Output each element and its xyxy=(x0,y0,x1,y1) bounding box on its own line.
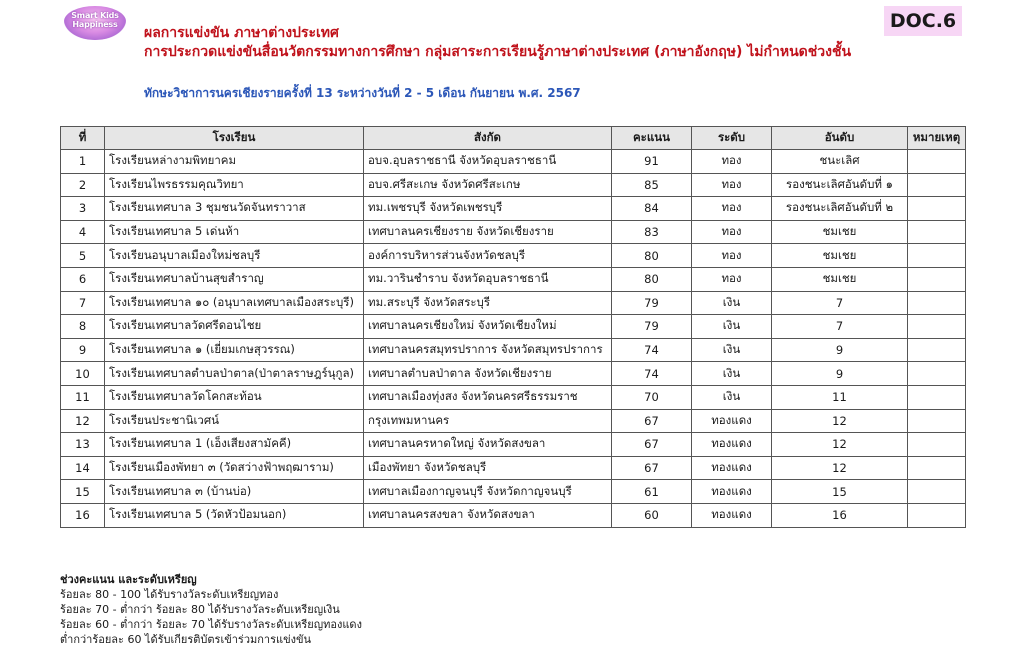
cell-score: 67 xyxy=(612,433,692,457)
cell-rank: รองชนะเลิศอันดับที่ ๒ xyxy=(772,197,908,221)
cell-remark xyxy=(908,315,966,339)
cell-rank: ชมเชย xyxy=(772,220,908,244)
cell-affiliation: อบจ.ศรีสะเกษ จังหวัดศรีสะเกษ xyxy=(364,173,612,197)
cell-rank: 16 xyxy=(772,503,908,527)
cell-rank: 9 xyxy=(772,338,908,362)
cell-level: ทองแดง xyxy=(692,409,772,433)
legend-line: ต่ำกว่าร้อยละ 60 ได้รับเกียรติบัตรเข้าร่วมการแข่งขัน xyxy=(60,633,312,646)
table-row xyxy=(61,291,966,315)
cell-rank: 11 xyxy=(772,385,908,409)
table-row xyxy=(61,385,966,409)
cell-level: ทอง xyxy=(692,197,772,221)
results-table-body xyxy=(61,150,966,528)
cell-no: 1 xyxy=(61,150,105,174)
cell-affiliation: ทม.สระบุรี จังหวัดสระบุรี xyxy=(364,291,612,315)
cell-score: 80 xyxy=(612,267,692,291)
logo-text: Smart Kids Happiness xyxy=(71,11,119,29)
cell-remark xyxy=(908,197,966,221)
cell-school: โรงเรียนเทศบาล ๑๐ (อนุบาลเทศบาลเมืองสระบุรี) xyxy=(105,291,364,315)
table-row xyxy=(61,409,966,433)
cell-remark xyxy=(908,338,966,362)
cell-no: 9 xyxy=(61,338,105,362)
cell-remark xyxy=(908,409,966,433)
cell-score: 67 xyxy=(612,456,692,480)
cell-school: โรงเรียนเทศบาล ๑ (เยี่ยมเกษสุวรรณ) xyxy=(105,338,364,362)
cell-remark xyxy=(908,220,966,244)
cell-school: โรงเรียนประชานิเวศน์ xyxy=(105,409,364,433)
col-header-affiliation: สังกัด xyxy=(364,127,612,150)
cell-score: 79 xyxy=(612,315,692,339)
cell-affiliation: เทศบาลนครหาดใหญ่ จังหวัดสงขลา xyxy=(364,433,612,457)
table-row xyxy=(61,315,966,339)
doc-label-badge: DOC.6 xyxy=(884,6,962,36)
cell-no: 5 xyxy=(61,244,105,268)
cell-school: โรงเรียนเทศบาลตำบลป่าตาล(ป่าตาลราษฎร์นุกูล) xyxy=(105,362,364,386)
cell-no: 2 xyxy=(61,173,105,197)
table-header-row xyxy=(61,127,966,150)
cell-school: โรงเรียนเทศบาล 1 (เอ็งเสียงสามัคคี) xyxy=(105,433,364,457)
table-row xyxy=(61,267,966,291)
legend-line: ร้อยละ 70 - ต่ำกว่า ร้อยละ 80 ได้รับรางวัลระดับเหรียญเงิน xyxy=(60,603,340,616)
table-row xyxy=(61,362,966,386)
cell-no: 15 xyxy=(61,480,105,504)
cell-affiliation: เมืองพัทยา จังหวัดชลบุรี xyxy=(364,456,612,480)
col-header-school: โรงเรียน xyxy=(105,127,364,150)
cell-affiliation: อบจ.อุบลราชธานี จังหวัดอุบลราชธานี xyxy=(364,150,612,174)
table-row xyxy=(61,433,966,457)
cell-school: โรงเรียนหล่างามพิทยาคม xyxy=(105,150,364,174)
cell-remark xyxy=(908,267,966,291)
cell-no: 7 xyxy=(61,291,105,315)
cell-level: ทอง xyxy=(692,220,772,244)
cell-school: โรงเรียนเทศบาลวัดศรีดอนไชย xyxy=(105,315,364,339)
cell-affiliation: กรุงเทพมหานคร xyxy=(364,409,612,433)
cell-rank: 12 xyxy=(772,456,908,480)
cell-level: ทองแดง xyxy=(692,503,772,527)
cell-school: โรงเรียนเทศบาลวัดโคกสะท้อน xyxy=(105,385,364,409)
table-row xyxy=(61,456,966,480)
cell-remark xyxy=(908,173,966,197)
cell-school: โรงเรียนเทศบาล ๓ (บ้านบ่อ) xyxy=(105,480,364,504)
cell-remark xyxy=(908,362,966,386)
cell-remark xyxy=(908,150,966,174)
cell-affiliation: เทศบาลเมืองกาญจนบุรี จังหวัดกาญจนบุรี xyxy=(364,480,612,504)
cell-affiliation: เทศบาลนครสงขลา จังหวัดสงขลา xyxy=(364,503,612,527)
cell-score: 84 xyxy=(612,197,692,221)
results-table xyxy=(60,126,966,528)
cell-affiliation: ทม.เพชรบุรี จังหวัดเพชรบุรี xyxy=(364,197,612,221)
cell-remark xyxy=(908,385,966,409)
cell-school: โรงเรียนอนุบาลเมืองใหม่ชลบุรี xyxy=(105,244,364,268)
cell-remark xyxy=(908,244,966,268)
cell-level: เงิน xyxy=(692,385,772,409)
cell-level: เงิน xyxy=(692,291,772,315)
cell-school: โรงเรียนเทศบาล 5 (วัดหัวป้อมนอก) xyxy=(105,503,364,527)
cell-level: ทองแดง xyxy=(692,480,772,504)
cell-affiliation: ทม.วารินชำราบ จังหวัดอุบลราชธานี xyxy=(364,267,612,291)
cell-school: โรงเรียนไพรธรรมคุณวิทยา xyxy=(105,173,364,197)
cell-no: 16 xyxy=(61,503,105,527)
cell-level: ทอง xyxy=(692,150,772,174)
cell-level: ทอง xyxy=(692,244,772,268)
cell-rank: ชมเชย xyxy=(772,244,908,268)
table-row xyxy=(61,503,966,527)
cell-rank: 12 xyxy=(772,433,908,457)
legend-title: ช่วงคะแนน และระดับเหรียญ xyxy=(60,573,197,586)
cell-score: 67 xyxy=(612,409,692,433)
cell-affiliation: องค์การบริหารส่วนจังหวัดชลบุรี xyxy=(364,244,612,268)
col-header-level: ระดับ xyxy=(692,127,772,150)
cell-level: เงิน xyxy=(692,315,772,339)
cell-affiliation: เทศบาลนครสมุทรปราการ จังหวัดสมุทรปราการ xyxy=(364,338,612,362)
cell-score: 91 xyxy=(612,150,692,174)
cell-rank: ชมเชย xyxy=(772,267,908,291)
cell-no: 10 xyxy=(61,362,105,386)
score-legend xyxy=(60,572,362,647)
cell-no: 11 xyxy=(61,385,105,409)
cell-no: 4 xyxy=(61,220,105,244)
legend-line: ร้อยละ 60 - ต่ำกว่า ร้อยละ 70 ได้รับรางวัลระดับเหรียญทองแดง xyxy=(60,618,362,631)
smart-kids-logo-icon xyxy=(64,6,126,40)
col-header-rank: อันดับ xyxy=(772,127,908,150)
col-header-remark: หมายเหตุ xyxy=(908,127,966,150)
cell-rank: 7 xyxy=(772,291,908,315)
cell-school: โรงเรียนเทศบาลบ้านสุขสำราญ xyxy=(105,267,364,291)
cell-score: 74 xyxy=(612,338,692,362)
legend-line: ร้อยละ 80 - 100 ได้รับรางวัลระดับเหรียญทอง xyxy=(60,588,279,601)
cell-score: 79 xyxy=(612,291,692,315)
cell-school: โรงเรียนเทศบาล 3 ชุมชนวัดจันทราวาส xyxy=(105,197,364,221)
cell-affiliation: เทศบาลนครเชียงใหม่ จังหวัดเชียงใหม่ xyxy=(364,315,612,339)
cell-rank: 9 xyxy=(772,362,908,386)
cell-no: 3 xyxy=(61,197,105,221)
page-title: ผลการแข่งขัน ภาษาต่างประเทศ xyxy=(144,25,339,41)
table-row xyxy=(61,173,966,197)
cell-level: ทองแดง xyxy=(692,456,772,480)
cell-score: 74 xyxy=(612,362,692,386)
table-row xyxy=(61,220,966,244)
cell-remark xyxy=(908,480,966,504)
cell-remark xyxy=(908,291,966,315)
cell-school: โรงเรียนเมืองพัทยา ๓ (วัดสว่างฟ้าพฤฒาราม) xyxy=(105,456,364,480)
cell-score: 83 xyxy=(612,220,692,244)
col-header-score: คะแนน xyxy=(612,127,692,150)
cell-remark xyxy=(908,503,966,527)
cell-rank: รองชนะเลิศอันดับที่ ๑ xyxy=(772,173,908,197)
cell-no: 12 xyxy=(61,409,105,433)
cell-rank: 7 xyxy=(772,315,908,339)
cell-score: 61 xyxy=(612,480,692,504)
cell-score: 70 xyxy=(612,385,692,409)
cell-no: 14 xyxy=(61,456,105,480)
cell-no: 8 xyxy=(61,315,105,339)
cell-rank: ชนะเลิศ xyxy=(772,150,908,174)
table-row xyxy=(61,150,966,174)
cell-no: 13 xyxy=(61,433,105,457)
cell-score: 85 xyxy=(612,173,692,197)
cell-affiliation: เทศบาลนครเชียงราย จังหวัดเชียงราย xyxy=(364,220,612,244)
table-row xyxy=(61,480,966,504)
cell-level: ทอง xyxy=(692,173,772,197)
cell-no: 6 xyxy=(61,267,105,291)
table-row xyxy=(61,338,966,362)
cell-level: เงิน xyxy=(692,338,772,362)
cell-level: เงิน xyxy=(692,362,772,386)
cell-rank: 12 xyxy=(772,409,908,433)
cell-school: โรงเรียนเทศบาล 5 เด่นห้า xyxy=(105,220,364,244)
table-row xyxy=(61,244,966,268)
page-title-line2: การประกวดแข่งขันสื่อนวัตกรรมทางการศึกษา กลุ่มสาระการเรียนรู้ภาษาต่างประเทศ (ภาษาอังกฤษ) ไม่กำหนดช่วงชั้น xyxy=(144,44,852,60)
cell-remark xyxy=(908,456,966,480)
col-header-no: ที่ xyxy=(61,127,105,150)
table-row xyxy=(61,197,966,221)
cell-score: 60 xyxy=(612,503,692,527)
cell-level: ทอง xyxy=(692,267,772,291)
cell-affiliation: เทศบาลเมืองทุ่งสง จังหวัดนครศรีธรรมราช xyxy=(364,385,612,409)
cell-level: ทองแดง xyxy=(692,433,772,457)
cell-remark xyxy=(908,433,966,457)
cell-score: 80 xyxy=(612,244,692,268)
cell-rank: 15 xyxy=(772,480,908,504)
event-subtitle: ทักษะวิชาการนครเชียงรายครั้งที่ 13 ระหว่างวันที่ 2 - 5 เดือน กันยายน พ.ศ. 2567 xyxy=(144,86,581,100)
cell-affiliation: เทศบาลตำบลป่าตาล จังหวัดเชียงราย xyxy=(364,362,612,386)
